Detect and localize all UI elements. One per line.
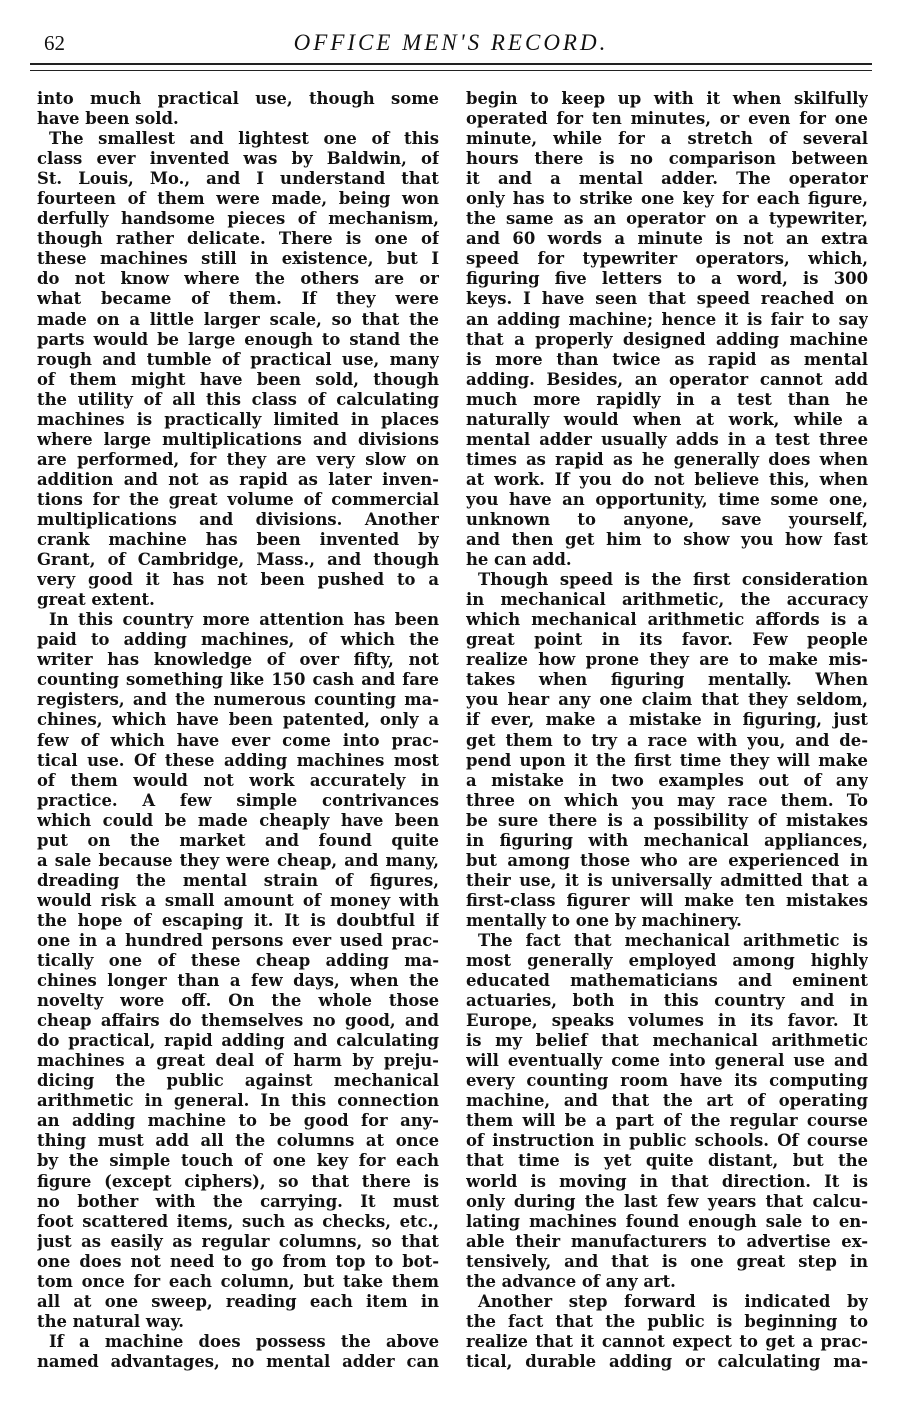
text-line: pend upon it the first time they will make (466, 750, 868, 770)
text-line: tical, durable adding or calculating ma- (466, 1351, 868, 1371)
text-line: chines longer than a few days, when the (37, 971, 439, 991)
text-line: parts would be large enough to stand the (37, 329, 439, 349)
text-line: crank machine has been invented by (37, 530, 439, 550)
text-line: he can add. (466, 550, 572, 570)
text-line: every counting room have its computing (466, 1071, 868, 1091)
text-line: these machines still in existence, but I (37, 249, 439, 269)
text-line: foot scattered items, such as checks, etc., (37, 1211, 439, 1231)
text-line: writer has knowledge of over fifty, not (37, 650, 439, 670)
text-line: educated mathematicians and eminent (466, 971, 868, 991)
text-line: registers, and the numerous counting ma- (37, 690, 439, 710)
text-line: paid to adding machines, of which the (37, 630, 439, 650)
text-line: rough and tumble of practical use, many (37, 349, 439, 369)
text-line: novelty wore off. On the whole those (37, 991, 439, 1011)
text-line: in figuring with mechanical appliances, (466, 830, 868, 850)
text-line: three on which you may race them. To (466, 790, 868, 810)
text-line: few of which have ever come into prac- (37, 730, 439, 750)
page-header (30, 29, 872, 59)
text-line: operated for ten minutes, or even for one (466, 109, 868, 129)
text-line: arithmetic in general. In this connection (37, 1091, 439, 1111)
text-line: great extent. (37, 590, 155, 610)
text-line: them will be a part of the regular course (466, 1111, 868, 1131)
text-line: would risk a small amount of money with (37, 890, 439, 910)
text-line: Grant, of Cambridge, Mass., and though (37, 550, 439, 570)
text-line: is more than twice as rapid as mental (466, 349, 868, 369)
text-line: a sale because they were cheap, and many, (37, 850, 439, 870)
text-line: machines a great deal of harm by preju- (37, 1051, 439, 1071)
text-line: The fact that mechanical arithmetic is (478, 930, 868, 950)
text-line: mentally to one by machinery. (466, 910, 742, 930)
text-line: of them might have been sold, though (37, 369, 439, 389)
text-line: what became of them. If they were (37, 289, 439, 309)
text-line: the hope of escaping it. It is doubtful if (37, 910, 439, 930)
text-line: into much practical use, though some (37, 89, 439, 108)
text-line: The smallest and lightest one of this (49, 129, 439, 149)
text-line: minute, while for a stretch of several (466, 129, 868, 149)
header-rule-thick (30, 63, 872, 65)
text-line: the natural way. (37, 1311, 184, 1331)
running-head: OFFICE MEN'S RECORD. (293, 30, 609, 55)
text-line: multiplications and divisions. Another (37, 509, 439, 529)
text-line: derfully handsome pieces of mechanism, (37, 209, 439, 229)
text-line: figuring five letters to a word, is 300 (466, 269, 868, 289)
text-line: realize that it cannot expect to get a prac- (466, 1331, 868, 1351)
text-line: is my belief that mechanical arithmetic (466, 1031, 868, 1051)
text-line: you hear any one claim that they seldom, (466, 690, 868, 710)
text-line: have been sold. (37, 109, 179, 129)
text-line: actuaries, both in this country and in (466, 991, 868, 1011)
text-line: and 60 words a minute is not an extra (466, 229, 868, 249)
text-line: much more rapidly in a test than he (466, 389, 868, 409)
text-line: at work. If you do not believe this, when (466, 469, 868, 489)
text-line: of instruction in public schools. Of course (466, 1131, 868, 1151)
text-line: unknown to anyone, save yourself, (466, 509, 868, 529)
text-line: Though speed is the first consideration (478, 570, 868, 590)
text-line: class ever invented was by Baldwin, of (37, 149, 439, 169)
text-line: first-class figurer will make ten mistakes (466, 890, 868, 910)
text-line: begin to keep up with it when skilfully (466, 89, 868, 108)
page-number: 62 (44, 31, 65, 55)
text-line: where large multiplications and divisions (37, 429, 439, 449)
text-line: lating machines found enough sale to en- (466, 1211, 868, 1231)
text-line: practice. A few simple contrivances (37, 790, 439, 810)
text-line: Another step forward is indicated by (478, 1291, 868, 1311)
text-line: addition and not as rapid as later inven- (37, 469, 439, 489)
text-line: tical use. Of these adding machines most (37, 750, 439, 770)
text-line: takes when figuring mentally. When (466, 670, 868, 690)
text-line: in mechanical arithmetic, the accuracy (466, 590, 868, 610)
text-line: able their manufacturers to advertise ex- (466, 1231, 868, 1251)
text-line: which could be made cheaply have been (37, 810, 439, 830)
text-line: an adding machine; hence it is fair to say (466, 309, 868, 329)
text-line: one in a hundred persons ever used prac- (37, 930, 439, 950)
text-line: of them would not work accurately in (37, 770, 439, 790)
text-line: hours there is no comparison between (466, 149, 868, 169)
text-line: the utility of all this class of calculating (37, 389, 439, 409)
text-line: the same as an operator on a typewriter, (466, 209, 868, 229)
text-line: world is moving in that direction. It is (466, 1171, 868, 1191)
text-line: only has to strike one key for each figure, (466, 189, 868, 209)
text-line: just as easily as regular columns, so that (37, 1231, 439, 1251)
text-line: be sure there is a possibility of mistakes (466, 810, 868, 830)
text-line: In this country more attention has been (49, 610, 439, 630)
text-line: only during the last few years that calcu- (466, 1191, 868, 1211)
header-rule-thin (30, 70, 872, 71)
text-line: tom once for each column, but take them (37, 1271, 439, 1291)
text-line: naturally would when at work, while a (466, 409, 868, 429)
text-line: mental adder usually adds in a test three (466, 429, 868, 449)
text-line: adding. Besides, an operator cannot add (466, 369, 868, 389)
text-line: will eventually come into general use and (466, 1051, 868, 1071)
text-line: no bother with the carrying. It must (37, 1191, 439, 1211)
text-line: tically one of these cheap adding ma- (37, 951, 439, 971)
text-line: made on a little larger scale, so that the (37, 309, 439, 329)
text-line: though rather delicate. There is one of (37, 229, 439, 249)
text-line: if ever, make a mistake in figuring, just (466, 710, 868, 730)
text-line: that time is yet quite distant, but the (466, 1151, 868, 1171)
text-line: dicing the public against mechanical (37, 1071, 439, 1091)
text-line: keys. I have seen that speed reached on (466, 289, 868, 309)
text-line: realize how prone they are to make mis- (466, 650, 868, 670)
text-line: machines is practically limited in places (37, 409, 439, 429)
text-line: get them to try a race with you, and de- (466, 730, 868, 750)
text-line: it and a mental adder. The operator (466, 169, 868, 189)
text-line: their use, it is universally admitted that a (466, 870, 868, 890)
text-line: tions for the great volume of commercial (37, 489, 439, 509)
text-line: great point in its favor. Few people (466, 630, 868, 650)
text-line: the advance of any art. (466, 1271, 676, 1291)
text-line: do not know where the others are or (37, 269, 439, 289)
text-line: If a machine does possess the above (49, 1331, 439, 1351)
text-line: which mechanical arithmetic affords is a (466, 610, 868, 630)
left-column (37, 89, 439, 1372)
text-line: St. Louis, Mo., and I understand that (37, 169, 439, 189)
text-line: a mistake in two examples out of any (466, 770, 868, 790)
text-line: an adding machine to be good for any- (37, 1111, 439, 1131)
text-line: chines, which have been patented, only a (37, 710, 439, 730)
text-line: do practical, rapid adding and calculating (37, 1031, 439, 1051)
text-line: put on the market and found quite (37, 830, 439, 850)
text-line: are performed, for they are very slow on (37, 449, 439, 469)
text-line: by the simple touch of one key for each (37, 1151, 439, 1171)
text-line: cheap affairs do themselves no good, and (37, 1011, 439, 1031)
text-line: most generally employed among highly (466, 951, 868, 971)
text-line: but among those who are experienced in (466, 850, 868, 870)
text-line: Europe, speaks volumes in its favor. It (466, 1011, 868, 1031)
text-line: fourteen of them were made, being won (37, 189, 439, 209)
text-line: one does not need to go from top to bot- (37, 1251, 439, 1271)
text-line: tensively, and that is one great step in (466, 1251, 868, 1271)
text-line: the fact that the public is beginning to (466, 1311, 868, 1331)
text-line: that a properly designed adding machine (466, 329, 868, 349)
text-line: figure (except ciphers), so that there is (37, 1171, 439, 1191)
text-line: and then get him to show you how fast (466, 530, 868, 550)
text-line: counting something like 150 cash and fare (37, 670, 439, 690)
text-line: times as rapid as he generally does when (466, 449, 868, 469)
text-line: you have an opportunity, time some one, (466, 489, 868, 509)
text-line: very good it has not been pushed to a (37, 570, 439, 590)
text-line: dreading the mental strain of figures, (37, 870, 439, 890)
text-line: thing must add all the columns at once (37, 1131, 439, 1151)
text-line: speed for typewriter operators, which, (466, 249, 868, 269)
right-column (466, 89, 868, 1372)
text-line: machine, and that the art of operating (466, 1091, 868, 1111)
text-line: all at one sweep, reading each item in (37, 1291, 439, 1311)
text-line: named advantages, no mental adder can (37, 1351, 439, 1371)
